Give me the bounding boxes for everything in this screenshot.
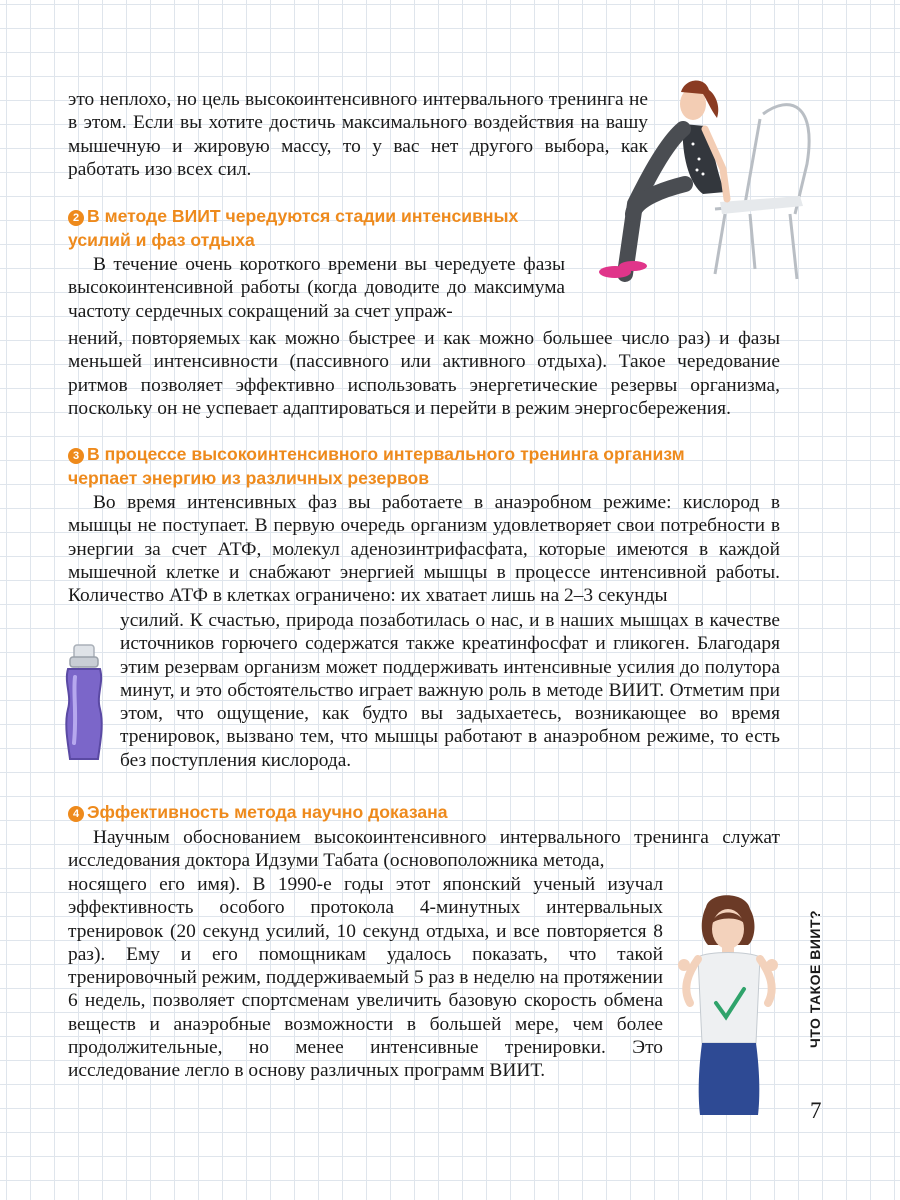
section-3-paragraph-indented: усилий. К счастью, природа позаботилась о нас, и в наших мышцах в качестве источников горючего содержатся также креатинфосфат и гликоген. Благодаря этим резервам организм может поддерживать интенсивные усилия до полутора минут, и это обстоятельство играет важную роль в методе ВИИТ. Отметим при этом, что ощущение, как будто вы задыхаетесь, возникающее во время тренировок, вызвано тем, что мышцы работают в анаэробном режиме, то есть без поступления кислорода.	[120, 610, 780, 771]
section-3-heading	[68, 442, 780, 490]
section-4-paragraph-narrow: носящего его имя). В 1990-е годы этот японский ученый изучал эффективность особого протокола 4-минутных интервальных тренировок (20 секунд усилий, 10 секунд отдыха, и все повторяется 8 раз). Ему и его помощникам удалось показать, что такой тренировочный режим, поддерживаемый 5 раз в неделю на протяжении 6 недель, позволяет спортсменам увеличить базовую скорость обмена веществ и анаэробные возможности в большей мере, чем более продолжительные, но менее интенсивные тренировки. Это исследование легло в основу различных программ ВИИТ.	[68, 874, 663, 1082]
section-2-number: 2	[68, 210, 84, 226]
section-2-heading-line-2: усилий и фаз отдыха	[68, 230, 255, 250]
section-3-heading-line-2: черпает энергию из различных резервов	[68, 468, 430, 488]
section-4-heading	[68, 800, 780, 824]
section-2-heading-line-1: В методе ВИИТ чередуются стадии интенсивных	[87, 206, 519, 226]
section-4-paragraph-full: Научным обоснованием высокоинтенсивного интервального тренинга служат исследования доктора Идзуми Табата (основоположника метода,	[68, 827, 780, 872]
section-2-paragraph-wide: нений, повторяемых как можно быстрее и как можно большее число раз) и фазы меньшей интенсивности (пассивного или активного отдыха). Такое чередование ритмов позволяет эффективно использовать энергетические резервы организма, поскольку он не успевает адаптироваться и перейти в режим энергосбережения.	[68, 328, 780, 419]
water-bottle-illustration	[62, 643, 106, 765]
section-3-heading-line-1: В процессе высокоинтенсивного интервального тренинга организм	[87, 444, 685, 464]
woman-thumbs-up-illustration	[668, 893, 788, 1115]
section-2-heading	[68, 204, 608, 252]
section-4-number: 4	[68, 806, 84, 822]
section-3-paragraph-full: Во время интенсивных фаз вы работаете в анаэробном режиме: кислород в мышцы не поступает. В первую очередь организм удовлетворяет свои потребности в энергии за счет АТФ, молекул аденозинтрифасфата, которые имеются в каждой мышечной клетке и снабжают энергией мышцы в процессе интенсивной работы. Количество АТФ в клетках ограничено: их хватает лишь на 2–3 секунды	[68, 492, 780, 607]
section-4-heading-text: Эффективность метода научно доказана	[87, 802, 448, 822]
page-number: 7	[810, 1098, 822, 1123]
woman-chair-dips-illustration	[585, 74, 825, 289]
intro-paragraph: это неплохо, но цель высокоинтенсивного интервального тренинга не в этом. Если вы хотите достичь максимального воздействия на вашу мышечную и жировую массу, то у вас нет другого выбора, как работать изо всех сил.	[68, 89, 648, 180]
section-2-paragraph-narrow: В течение очень короткого времени вы чередуете фазы высокоинтенсивной работы (когда доводите до максимума частоту сердечных сокращений за счет упраж-	[68, 254, 565, 322]
section-3-number: 3	[68, 448, 84, 464]
sidebar-section-title: ЧТО ТАКОЕ ВИИТ?	[807, 909, 823, 1048]
